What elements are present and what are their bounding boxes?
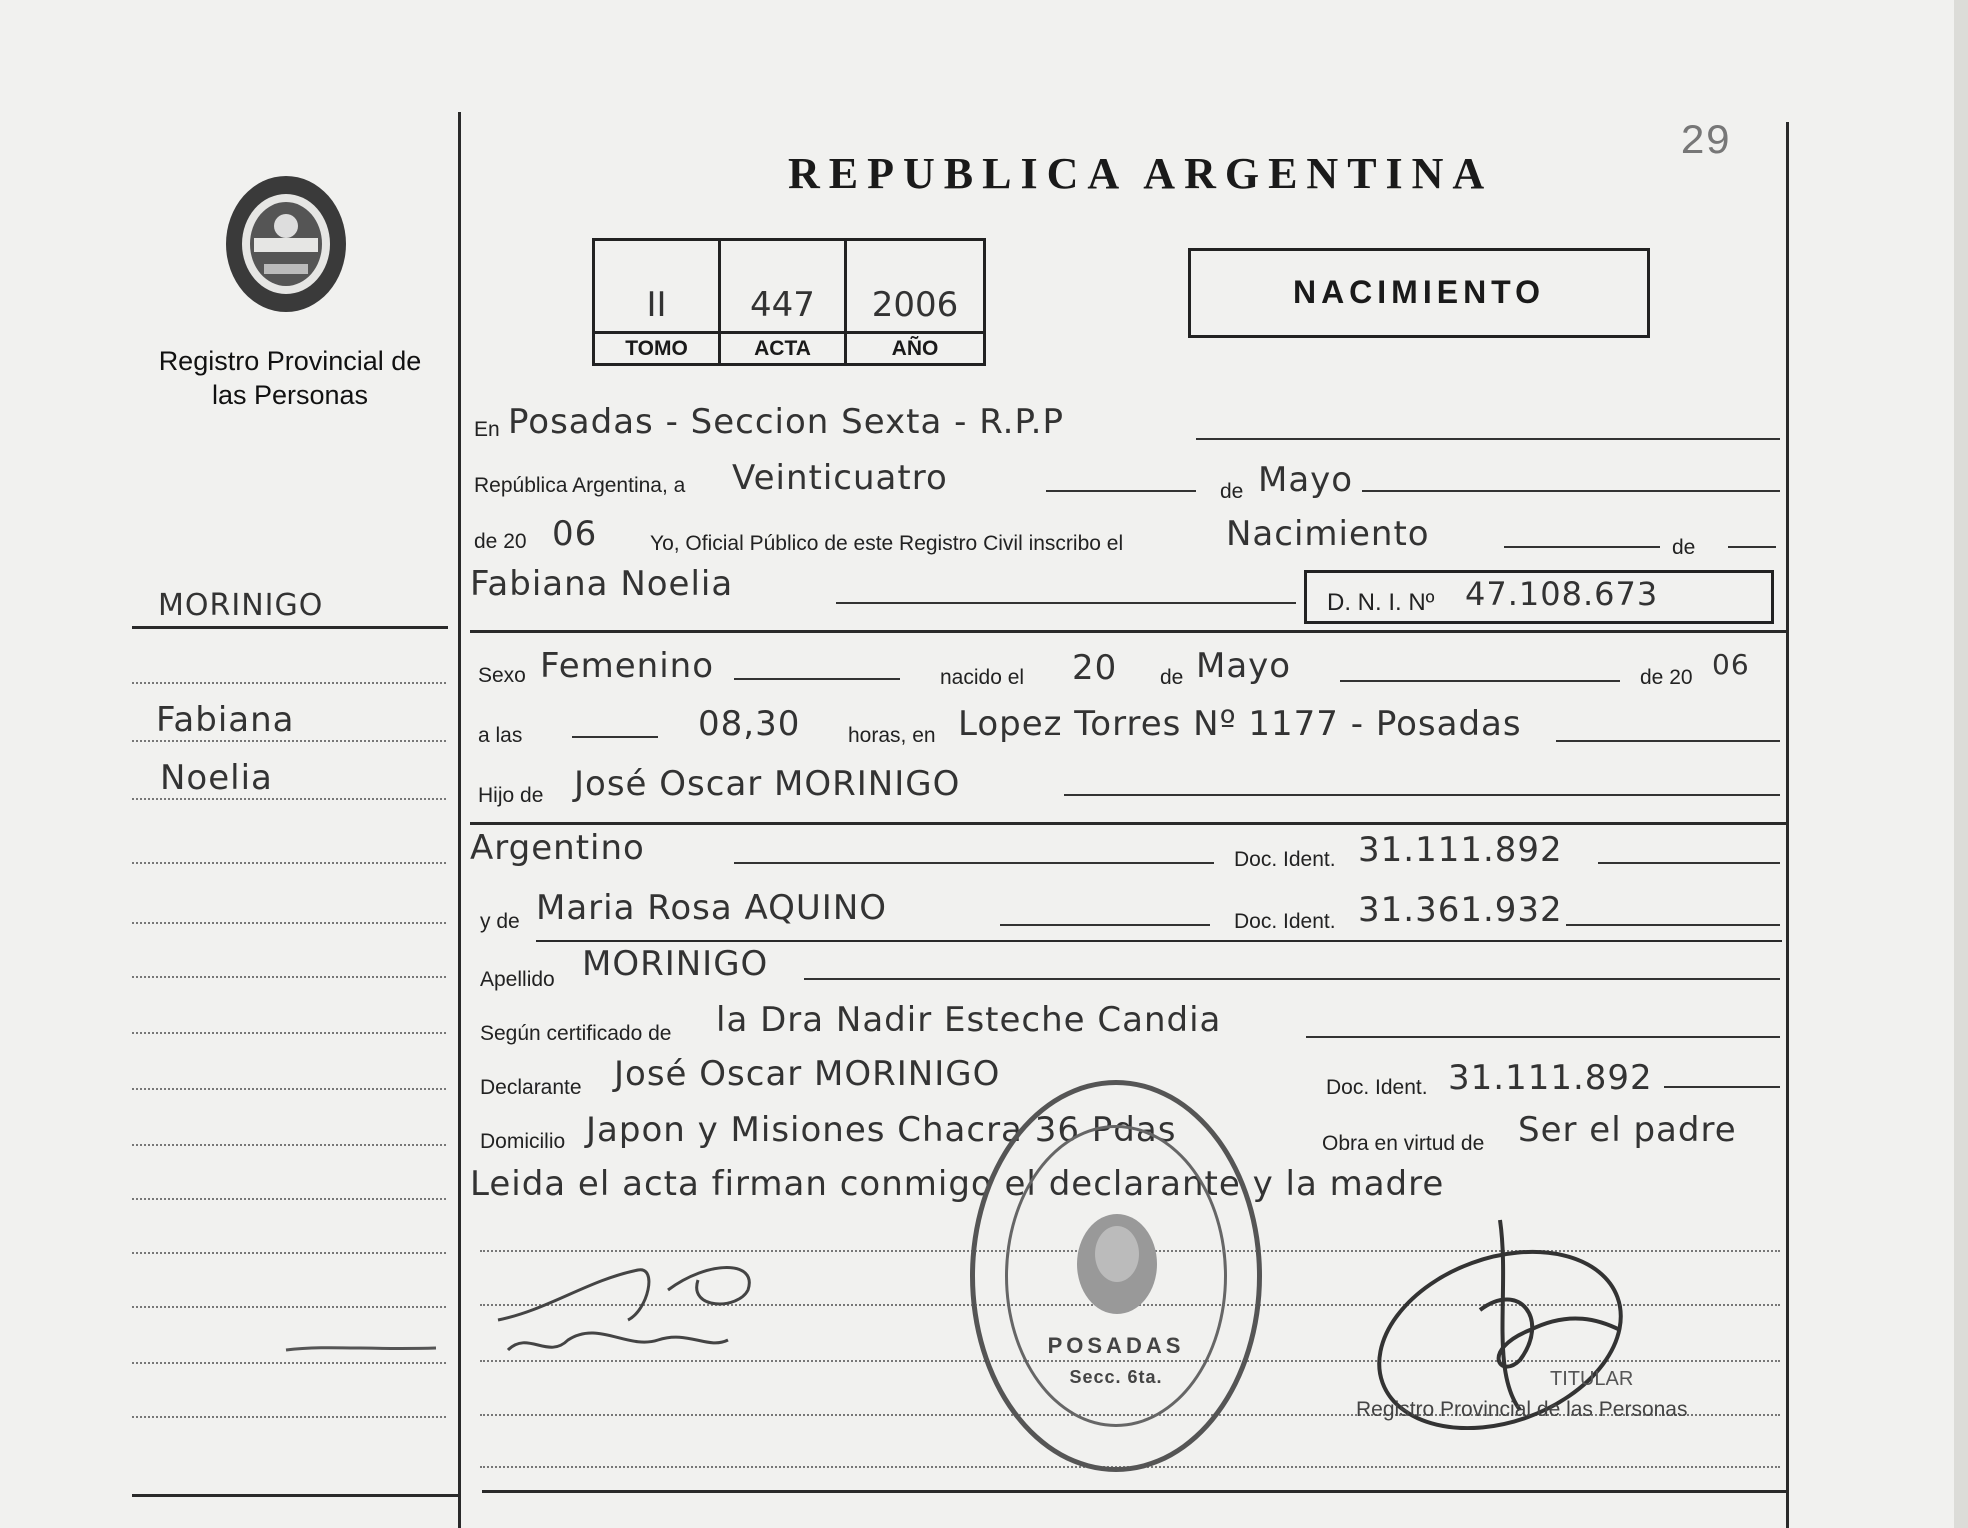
sidebar-rule bbox=[132, 1252, 446, 1254]
sidebar-rule bbox=[132, 1306, 446, 1308]
declarante-signature-icon bbox=[488, 1240, 778, 1370]
nacionalidad-rule bbox=[734, 862, 1214, 864]
obra-label: Obra en virtud de bbox=[1322, 1132, 1485, 1155]
sidebar-rule bbox=[132, 740, 446, 742]
alas-label: a las bbox=[478, 724, 523, 747]
horas-label: horas, en bbox=[848, 724, 936, 747]
sidebar-rule bbox=[132, 1144, 446, 1146]
madre-doc: 31.361.932 bbox=[1358, 890, 1563, 930]
day-value: Veinticuatro bbox=[732, 458, 948, 498]
name-rule bbox=[836, 602, 1296, 604]
doc-ident-label-declarante: Doc. Ident. bbox=[1326, 1076, 1428, 1099]
anio-value: 2006 bbox=[871, 285, 959, 325]
madre-signature-icon bbox=[276, 1320, 446, 1370]
sidebar-rule bbox=[132, 1416, 446, 1418]
sidebar-rule bbox=[132, 1198, 446, 1200]
day-rule bbox=[1046, 490, 1196, 492]
right-border bbox=[1786, 122, 1789, 1528]
nacido-rule bbox=[1340, 680, 1620, 682]
padre-rule bbox=[1064, 794, 1780, 796]
padre-doc-rule bbox=[1598, 862, 1780, 864]
padre-value: José Oscar MORINIGO bbox=[574, 764, 961, 804]
declarante-label: Declarante bbox=[480, 1076, 582, 1099]
hora-value: 08,30 bbox=[698, 704, 801, 744]
sidebar-rule bbox=[132, 862, 446, 864]
nacido-label: nacido el bbox=[940, 666, 1025, 689]
section-rule bbox=[470, 630, 1786, 633]
sidebar-rule bbox=[132, 976, 446, 978]
doc-ident-label-padre: Doc. Ident. bbox=[1234, 848, 1336, 871]
apellido-value: MORINIGO bbox=[582, 944, 769, 984]
padre-nacionalidad: Argentino bbox=[470, 828, 645, 868]
sidebar-surname-rule bbox=[132, 626, 448, 629]
de20-label: de 20 bbox=[1640, 666, 1693, 689]
sidebar-first-name: Fabiana bbox=[156, 700, 295, 740]
tomo-value: II bbox=[646, 285, 667, 325]
de-label-2: de bbox=[1672, 536, 1696, 559]
leida-value: Leida el acta firman conmigo el declarante y la madre bbox=[470, 1164, 1445, 1204]
official-seal-line2: Registro Provincial de las Personas bbox=[1356, 1398, 1688, 1421]
official-signature-icon bbox=[1370, 1210, 1650, 1430]
nacido-year: 06 bbox=[1712, 648, 1750, 681]
sidebar-bottom-rule bbox=[132, 1494, 458, 1497]
page-title: REPUBLICA ARGENTINA bbox=[788, 149, 1494, 198]
misiones-emblem-icon bbox=[218, 168, 354, 318]
padre-doc: 31.111.892 bbox=[1358, 830, 1563, 870]
tomo-cell bbox=[595, 241, 721, 363]
dni-value: 47.108.673 bbox=[1465, 575, 1659, 613]
acta-value: 447 bbox=[750, 285, 815, 325]
year-value: 06 bbox=[552, 514, 598, 554]
name-value: Fabiana Noelia bbox=[470, 564, 734, 604]
republica-label: República Argentina, a bbox=[474, 474, 686, 497]
declarante-value: José Oscar MORINIGO bbox=[614, 1054, 1001, 1094]
sexo-rule bbox=[734, 678, 900, 680]
sidebar-middle-name: Noelia bbox=[160, 758, 273, 798]
madre-rule bbox=[1000, 924, 1210, 926]
page-number: 29 bbox=[1680, 118, 1731, 166]
sidebar-rule bbox=[132, 922, 446, 924]
apellido-rule bbox=[804, 978, 1780, 980]
lugar-value: Lopez Torres Nº 1177 - Posadas bbox=[958, 704, 1522, 744]
sidebar-rule bbox=[132, 1032, 446, 1034]
acta-label: ACTA bbox=[721, 331, 844, 366]
inscribo-rule bbox=[1504, 546, 1660, 548]
registry-name: Registro Provincial de las Personas bbox=[158, 346, 422, 410]
madre-doc-rule bbox=[1566, 924, 1780, 926]
de-rule bbox=[1728, 546, 1776, 548]
stamp-portrait-icon bbox=[1071, 1209, 1163, 1319]
dni-box bbox=[1304, 570, 1774, 624]
inscribo-value: Nacimiento bbox=[1226, 514, 1430, 554]
lugar-rule bbox=[1556, 740, 1780, 742]
en-value: Posadas - Seccion Sexta - R.P.P bbox=[508, 402, 1064, 442]
dni-label: D. N. I. Nº bbox=[1327, 589, 1435, 616]
sexo-value: Femenino bbox=[540, 646, 714, 686]
en-rule bbox=[1196, 438, 1780, 440]
nacido-day: 20 bbox=[1072, 648, 1118, 688]
sidebar-rule bbox=[132, 1088, 446, 1090]
madre-rule-full bbox=[536, 940, 1782, 942]
page-edge bbox=[1954, 0, 1968, 1528]
tomo-label: TOMO bbox=[595, 331, 718, 366]
bottom-rule bbox=[482, 1490, 1786, 1493]
doc-ident-label-madre: Doc. Ident. bbox=[1234, 910, 1336, 933]
obra-value: Ser el padre bbox=[1518, 1110, 1737, 1150]
left-column-divider bbox=[458, 112, 461, 1528]
month-rule bbox=[1362, 490, 1780, 492]
declarante-doc-rule bbox=[1664, 1086, 1780, 1088]
official-round-stamp bbox=[970, 1080, 1262, 1472]
nacido-month: Mayo bbox=[1196, 646, 1292, 686]
acta-cell bbox=[721, 241, 847, 363]
year-prefix-label: de 20 bbox=[474, 530, 527, 553]
record-number-table bbox=[592, 238, 986, 366]
parent-section-rule bbox=[470, 822, 1786, 825]
domicilio-value: Japon y Misiones Chacra 36 Pdas bbox=[586, 1110, 1177, 1150]
yde-label: y de bbox=[480, 910, 520, 933]
sexo-label: Sexo bbox=[478, 664, 526, 687]
oficial-label: Yo, Oficial Público de este Registro Civil inscribo el bbox=[650, 532, 1124, 555]
alas-rule bbox=[572, 736, 658, 738]
sidebar-rule bbox=[132, 798, 446, 800]
sidebar-rule bbox=[132, 682, 446, 684]
apellido-label: Apellido bbox=[480, 968, 555, 991]
anio-cell bbox=[847, 241, 983, 363]
month-value: Mayo bbox=[1258, 460, 1354, 500]
stamp-sub: Secc. 6ta. bbox=[1069, 1367, 1163, 1387]
madre-value: Maria Rosa AQUINO bbox=[536, 888, 888, 928]
de-label-3: de bbox=[1160, 666, 1184, 689]
domicilio-label: Domicilio bbox=[480, 1130, 566, 1153]
official-seal-line1: TITULAR bbox=[1550, 1368, 1634, 1390]
hijo-label: Hijo de bbox=[478, 784, 544, 807]
declarante-doc: 31.111.892 bbox=[1448, 1058, 1653, 1098]
de-label: de bbox=[1220, 480, 1244, 503]
sidebar-surname: MORINIGO bbox=[158, 588, 324, 623]
certificado-rule bbox=[1306, 1036, 1780, 1038]
certificado-label: Según certificado de bbox=[480, 1022, 672, 1045]
stamp-city: POSADAS bbox=[1047, 1333, 1185, 1358]
record-type-box: NACIMIENTO bbox=[1188, 248, 1650, 338]
en-label: En bbox=[474, 418, 500, 441]
anio-label: AÑO bbox=[847, 331, 983, 366]
certificado-value: la Dra Nadir Esteche Candia bbox=[716, 1000, 1222, 1040]
